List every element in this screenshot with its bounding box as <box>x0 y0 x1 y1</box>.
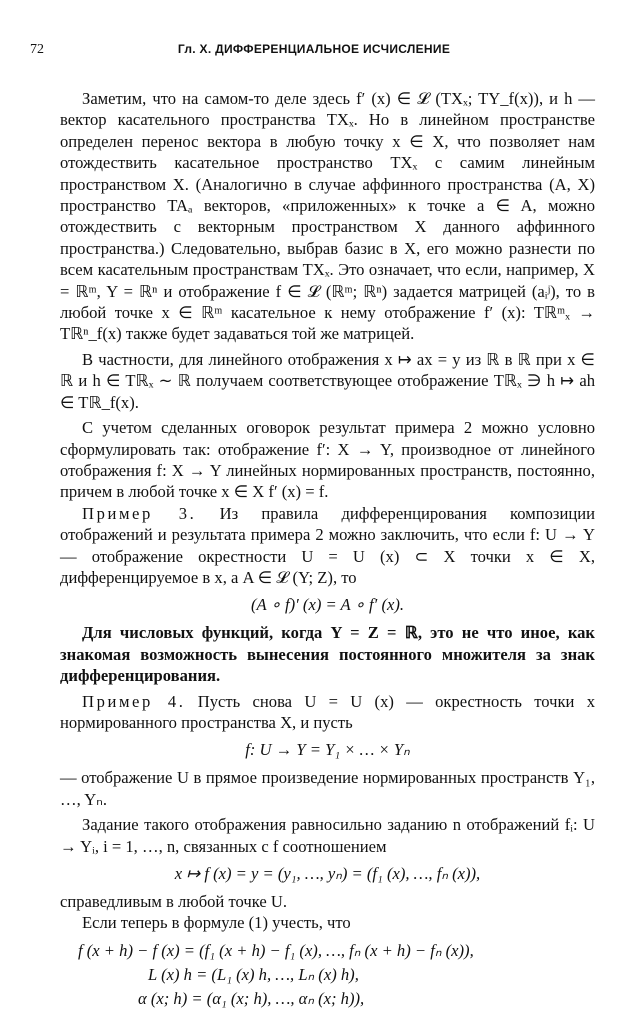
paragraph-component-maps: Задание такого отображения равносильно заданию n отображений fᵢ: U → Yᵢ, i = 1, …, n, связанных с f соотношением <box>60 815 595 856</box>
paragraph-formula-1: Если теперь в формуле (1) учесть, что <box>82 913 351 933</box>
page-body <box>60 88 595 1016</box>
formula-composition-derivative: (A ∘ f)′ (x) = A ∘ f′ (x). <box>250 595 405 615</box>
paragraph-tangent-space: Заметим, что на самом-то деле здесь f′ (x) ∈ 𝓛 (TXₓ; TY_f(x)), и h — вектор касательного пространства TXₓ. Но в линейном пространстве определен перенос вектора в любую точку x ∈ X, что позволяет нам отождествить касательное пространство TXₓ с самим линейным пространством X. (Аналогично в случае аффинного пространства (A, X) пространство TAₐ векторов, «приложенных» к точке a ∈ A, можно отождествить с векторным пространством X данного аффинного пространства.) Следовательно, выбрав базис в X, его можно разнести по всем касательным пространствам TXₓ. Это означает, что если, например, X = ℝᵐ, Y = ℝⁿ и отображение f ∈ 𝓛 (ℝᵐ; ℝⁿ) задается матрицей (aᵢʲ), то в любой точке x ∈ ℝᵐ касательное к нему отображение f′ (x): Tℝᵐₓ → Tℝⁿ_f(x) также будет задаваться той же матрицей. <box>60 89 595 344</box>
example-4-text: Пусть снова U = U (x) — окрестность точки x нормированного пространства X, и пусть <box>60 691 595 732</box>
paragraph-direct-product: — отображение U в прямое произведение нормированных пространств Y₁, …, Yₙ. <box>60 768 595 809</box>
paragraph-example-3 <box>60 503 595 589</box>
paragraph-valid-any-point: справедливым в любой точке U. <box>60 892 287 911</box>
formula-increment: f (x + h) − f (x) = (f₁ (x + h) − f₁ (x), …, fₙ (x + h) − fₙ (x)), <box>78 940 474 960</box>
paragraph-example-2-summary: С учетом сделанных оговорок результат примера 2 можно условно сформулировать так: отображение f′: X → Y, производное от линейного отображения f: X → Y линейных нормированных пространств, постоянно, причем в любой точке x ∈ X f′ (x) = f. <box>60 418 595 502</box>
page-number: 72 <box>30 42 44 57</box>
formula-components: x ↦ f (x) = y = (y₁, …, yₙ) = (f₁ (x), …, fₙ (x)), <box>174 864 481 883</box>
running-title: Гл. X. ДИФФЕРЕНЦИАЛЬНОЕ ИСЧИСЛЕНИЕ <box>177 42 451 56</box>
example-3-text: Из правила дифференцирования композиции отображений и результата примера 2 можно заключить, что если f: U → Y — отображение окрестности U = U (x) ⊂ X точки x ∈ X, дифференцируемое в x, а A ∈ 𝓛 (Y; Z), то <box>60 503 595 587</box>
example-3-label: Пример 3. <box>82 503 197 523</box>
paragraph-linear-map-r: В частности, для линейного отображения x ↦ ax = y из ℝ в ℝ при x ∈ ℝ и h ∈ Tℝₓ ∼ ℝ получаем соответствующее отображение Tℝₓ ∋ h ↦ ah ∈ Tℝ_f(x). <box>60 349 595 412</box>
page-header <box>0 42 628 64</box>
example-4-label: Пример 4. <box>82 691 186 711</box>
formula-product-map: f: U → Y = Y₁ × … × Yₙ <box>245 740 410 760</box>
formula-linear-part: L (x) h = (L₁ (x) h, …, Lₙ (x) h), <box>148 964 359 984</box>
formula-remainder: α (x; h) = (α₁ (x; h), …, αₙ (x; h)), <box>138 988 365 1008</box>
paragraph-example-4 <box>60 691 595 734</box>
paragraph-numeric-functions: Для числовых функций, когда Y = Z = ℝ, это не что иное, как знакомая возможность вынесения постоянного множителя за знак дифференцирования. <box>60 623 595 686</box>
